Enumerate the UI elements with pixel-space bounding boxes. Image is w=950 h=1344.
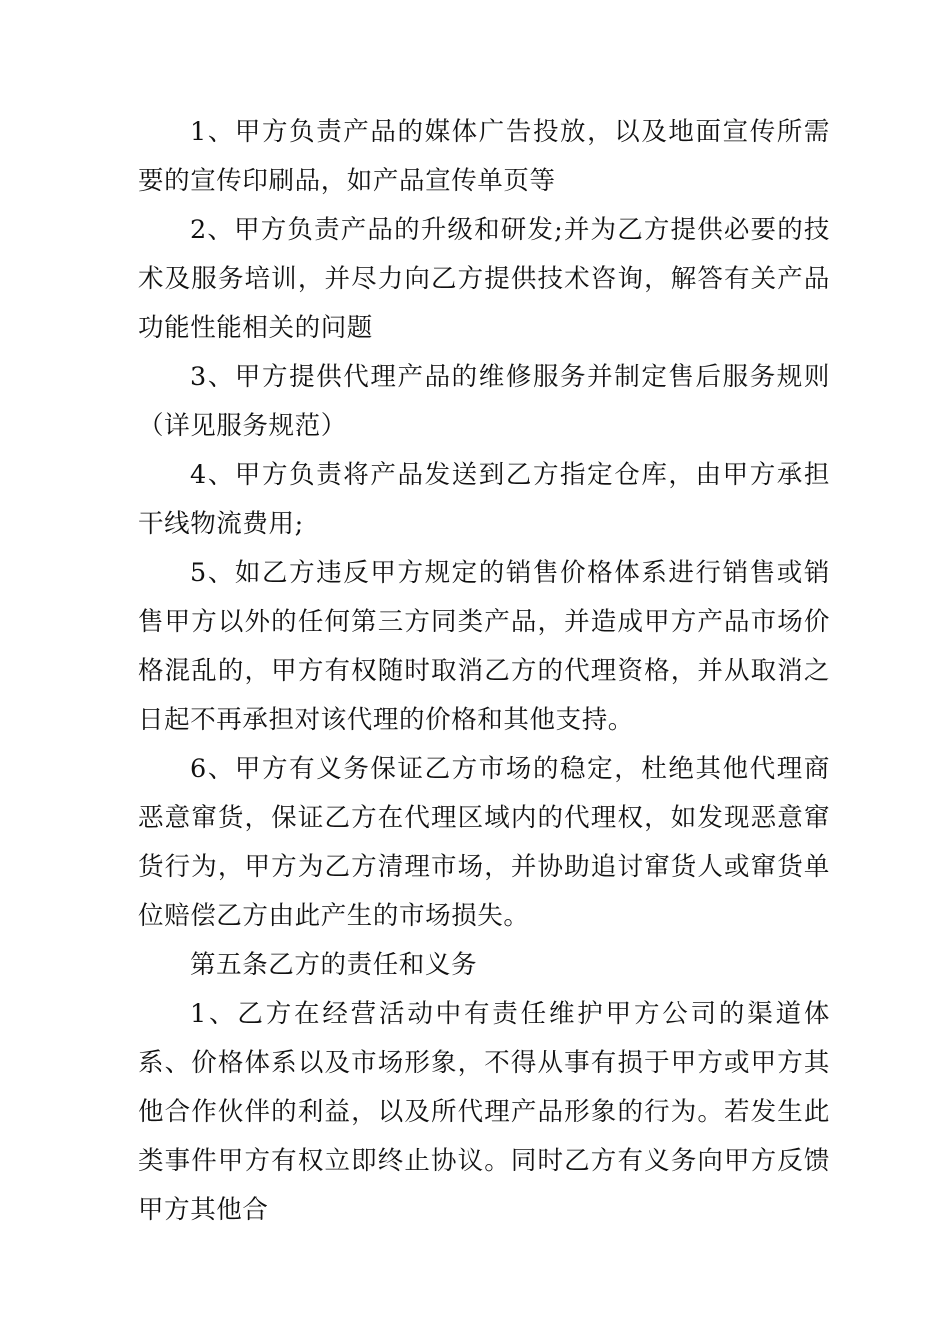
paragraph-5: 5、如乙方违反甲方规定的销售价格体系进行销售或销售甲方以外的任何第三方同类产品，并造成甲方产品市场价格混乱的，甲方有权随时取消乙方的代理资格，并从取消之日起不再承担对该代理的价格和其他支持。	[138, 558, 830, 735]
paragraph-3: 3、甲方提供代理产品的维修服务并制定售后服务规则（详见服务规范）	[138, 362, 830, 441]
section-paragraph-1: 1、乙方在经营活动中有责任维护甲方公司的渠道体系、价格体系以及市场形象，不得从事有损于甲方或甲方其他合作伙伴的利益，以及所代理产品形象的行为。若发生此类事件甲方有权立即终止协议。同时乙方有义务向甲方反馈甲方其他合	[138, 999, 830, 1225]
paragraph-6: 6、甲方有义务保证乙方市场的稳定，杜绝其他代理商恶意窜货，保证乙方在代理区域内的代理权，如发现恶意窜货行为，甲方为乙方清理市场，并协助追讨窜货人或窜货单位赔偿乙方由此产生的市场损失。	[138, 754, 830, 931]
section-heading: 第五条乙方的责任和义务	[190, 950, 478, 980]
document-body	[138, 108, 830, 1235]
paragraph-2: 2、甲方负责产品的升级和研发;并为乙方提供必要的技术及服务培训，并尽力向乙方提供技术咨询，解答有关产品功能性能相关的问题	[138, 215, 830, 343]
paragraph-1: 1、甲方负责产品的媒体广告投放，以及地面宣传所需要的宣传印刷品，如产品宣传单页等	[138, 117, 830, 196]
paragraph-4: 4、甲方负责将产品发送到乙方指定仓库，由甲方承担干线物流费用;	[138, 460, 830, 539]
